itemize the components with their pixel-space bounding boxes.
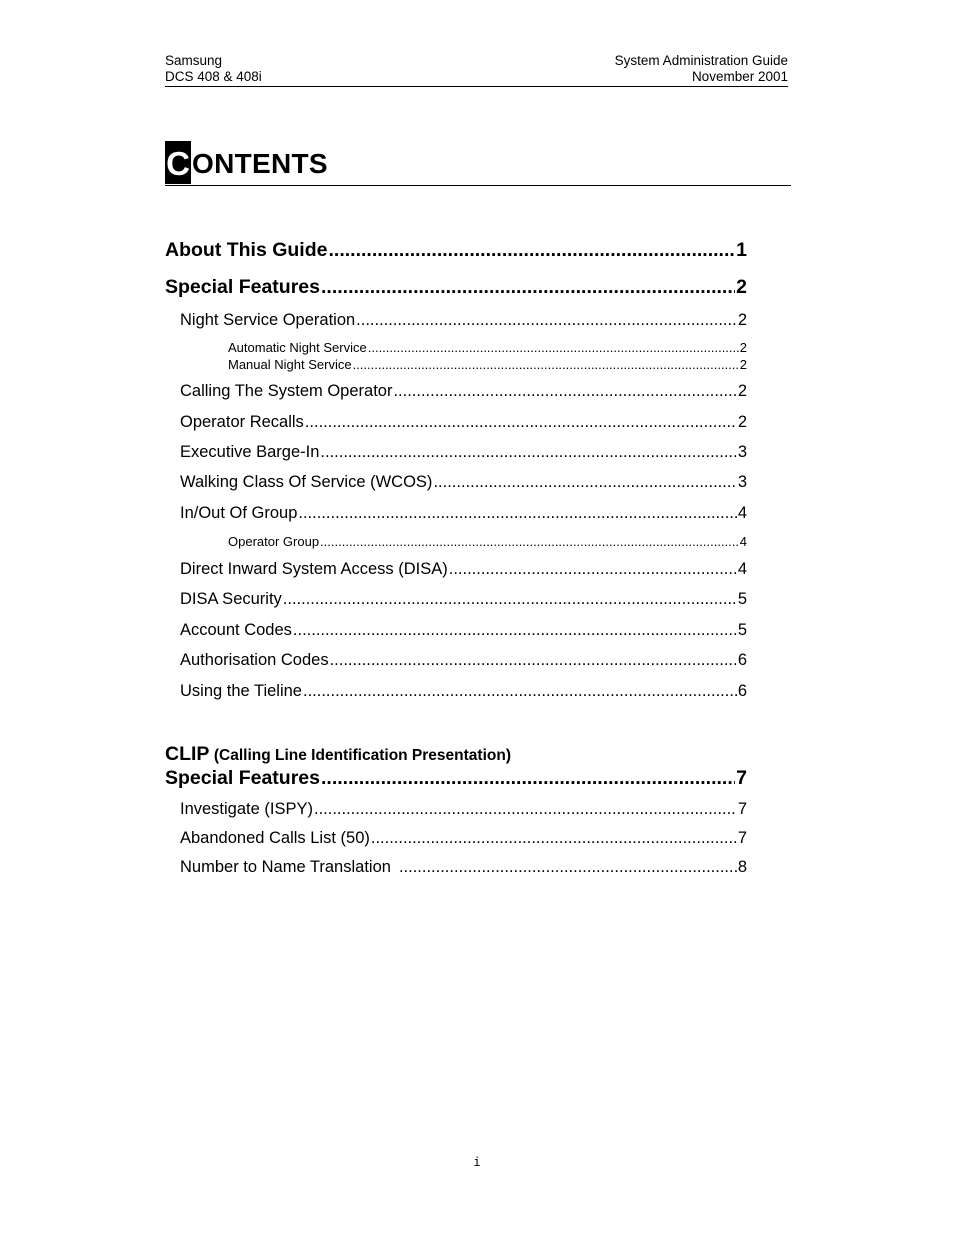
page-number: i xyxy=(473,1155,481,1169)
toc-entry-using-the-tieline[interactable] xyxy=(180,681,747,701)
toc-page-number: 6 xyxy=(737,682,747,700)
toc-dot-leader xyxy=(293,620,737,640)
toc-dot-leader xyxy=(449,559,737,579)
toc-page-number: 3 xyxy=(737,443,747,461)
toc-dot-leader xyxy=(321,275,735,299)
toc-label: Operator Recalls xyxy=(180,413,304,431)
toc-entry-disa[interactable] xyxy=(180,559,747,579)
toc-entry-disa-security[interactable] xyxy=(180,589,747,609)
toc-entry-clip-special-features[interactable] xyxy=(165,766,747,790)
toc-page-number: 8 xyxy=(737,858,747,876)
toc-label: Operator Group xyxy=(228,534,320,549)
toc-entry-calling-the-system-operator[interactable] xyxy=(180,381,747,401)
toc-label: Using the Tieline xyxy=(180,682,302,700)
clip-title-acronym: CLIP xyxy=(165,743,210,765)
toc-page-number: 7 xyxy=(737,829,747,847)
toc-label: Special Features xyxy=(165,276,320,298)
toc-label: Calling The System Operator xyxy=(180,382,393,400)
toc-label: Abandoned Calls List (50) xyxy=(180,829,370,847)
toc-entry-in-out-of-group[interactable] xyxy=(180,503,747,523)
toc-label: Direct Inward System Access (DISA) xyxy=(180,560,448,578)
toc-label: Executive Barge-In xyxy=(180,443,320,461)
clip-section-title xyxy=(165,742,511,768)
toc-page-number: 5 xyxy=(737,621,747,639)
toc-page-number: 1 xyxy=(736,239,747,261)
toc-entry-night-service-operation[interactable] xyxy=(180,310,747,330)
toc-page-number: 2 xyxy=(739,357,747,372)
toc-page-number: 2 xyxy=(737,413,747,431)
toc-page-number: 7 xyxy=(736,767,747,789)
toc-page-number: 2 xyxy=(739,340,747,355)
toc-page-number: 6 xyxy=(737,651,747,669)
toc-label: Manual Night Service xyxy=(228,357,352,372)
header-right xyxy=(615,53,788,85)
toc-dot-leader xyxy=(321,766,735,790)
toc-entry-account-codes[interactable] xyxy=(180,620,747,640)
header-product: DCS 408 & 408i xyxy=(165,69,262,84)
toc-dot-leader xyxy=(433,472,736,492)
toc-dot-leader xyxy=(356,310,737,330)
toc-entry-special-features[interactable] xyxy=(165,275,747,299)
toc-page-number: 4 xyxy=(737,560,747,578)
toc-page-number: 2 xyxy=(736,276,747,298)
title-text: ONTENTS xyxy=(192,148,328,179)
toc-dot-leader xyxy=(314,799,737,819)
toc-label: DISA Security xyxy=(180,590,282,608)
toc-page-number: 4 xyxy=(737,504,747,522)
toc-entry-authorisation-codes[interactable] xyxy=(180,650,747,670)
toc-label: Number to Name Translation xyxy=(180,858,391,876)
toc-dot-leader xyxy=(320,534,739,550)
toc-dot-leader xyxy=(371,828,737,848)
toc-entry-about-this-guide[interactable] xyxy=(165,238,747,262)
toc-entry-operator-recalls[interactable] xyxy=(180,412,747,432)
toc-dot-leader xyxy=(303,681,737,701)
toc-entry-investigate-ispy[interactable] xyxy=(180,799,747,819)
header-date: November 2001 xyxy=(691,69,788,84)
toc-entry-automatic-night-service[interactable] xyxy=(228,340,747,356)
toc-page-number: 2 xyxy=(737,311,747,329)
toc-page-number: 2 xyxy=(737,382,747,400)
clip-title-expansion: (Calling Line Identification Presentation) xyxy=(213,747,511,764)
toc-dot-leader xyxy=(399,857,737,877)
toc-entry-manual-night-service[interactable] xyxy=(228,357,747,373)
toc-label: Automatic Night Service xyxy=(228,340,367,355)
title-initial-letter: C xyxy=(165,141,191,184)
toc-dot-leader xyxy=(353,357,739,373)
toc-label: In/Out Of Group xyxy=(180,504,298,522)
toc-dot-leader xyxy=(393,381,736,401)
toc-label: Walking Class Of Service (WCOS) xyxy=(180,473,433,491)
toc-page-number: 5 xyxy=(737,590,747,608)
page-title xyxy=(165,141,791,186)
toc-page-number: 7 xyxy=(737,800,747,818)
header-company: Samsung xyxy=(165,53,223,68)
toc-dot-leader xyxy=(328,238,735,262)
toc-dot-leader xyxy=(305,412,737,432)
toc-entry-operator-group[interactable] xyxy=(228,534,747,550)
toc-label: Investigate (ISPY) xyxy=(180,800,313,818)
toc-dot-leader xyxy=(330,650,737,670)
header-left xyxy=(165,53,262,85)
toc-entry-walking-class-of-service[interactable] xyxy=(180,472,747,492)
toc-label: About This Guide xyxy=(165,239,328,261)
toc-dot-leader xyxy=(320,442,736,462)
page-header xyxy=(165,53,788,87)
header-document-title: System Administration Guide xyxy=(614,53,788,68)
toc-label: Special Features xyxy=(165,767,320,789)
toc-label: Night Service Operation xyxy=(180,311,356,329)
toc-page-number: 4 xyxy=(739,534,747,549)
toc-dot-leader xyxy=(283,589,737,609)
toc-entry-executive-barge-in[interactable] xyxy=(180,442,747,462)
toc-page-number: 3 xyxy=(737,473,747,491)
toc-entry-number-to-name-translation[interactable] xyxy=(180,857,747,877)
toc-dot-leader xyxy=(298,503,736,523)
toc-label: Authorisation Codes xyxy=(180,651,329,669)
toc-dot-leader xyxy=(368,340,739,356)
toc-entry-abandoned-calls-list[interactable] xyxy=(180,828,747,848)
toc-label: Account Codes xyxy=(180,621,292,639)
